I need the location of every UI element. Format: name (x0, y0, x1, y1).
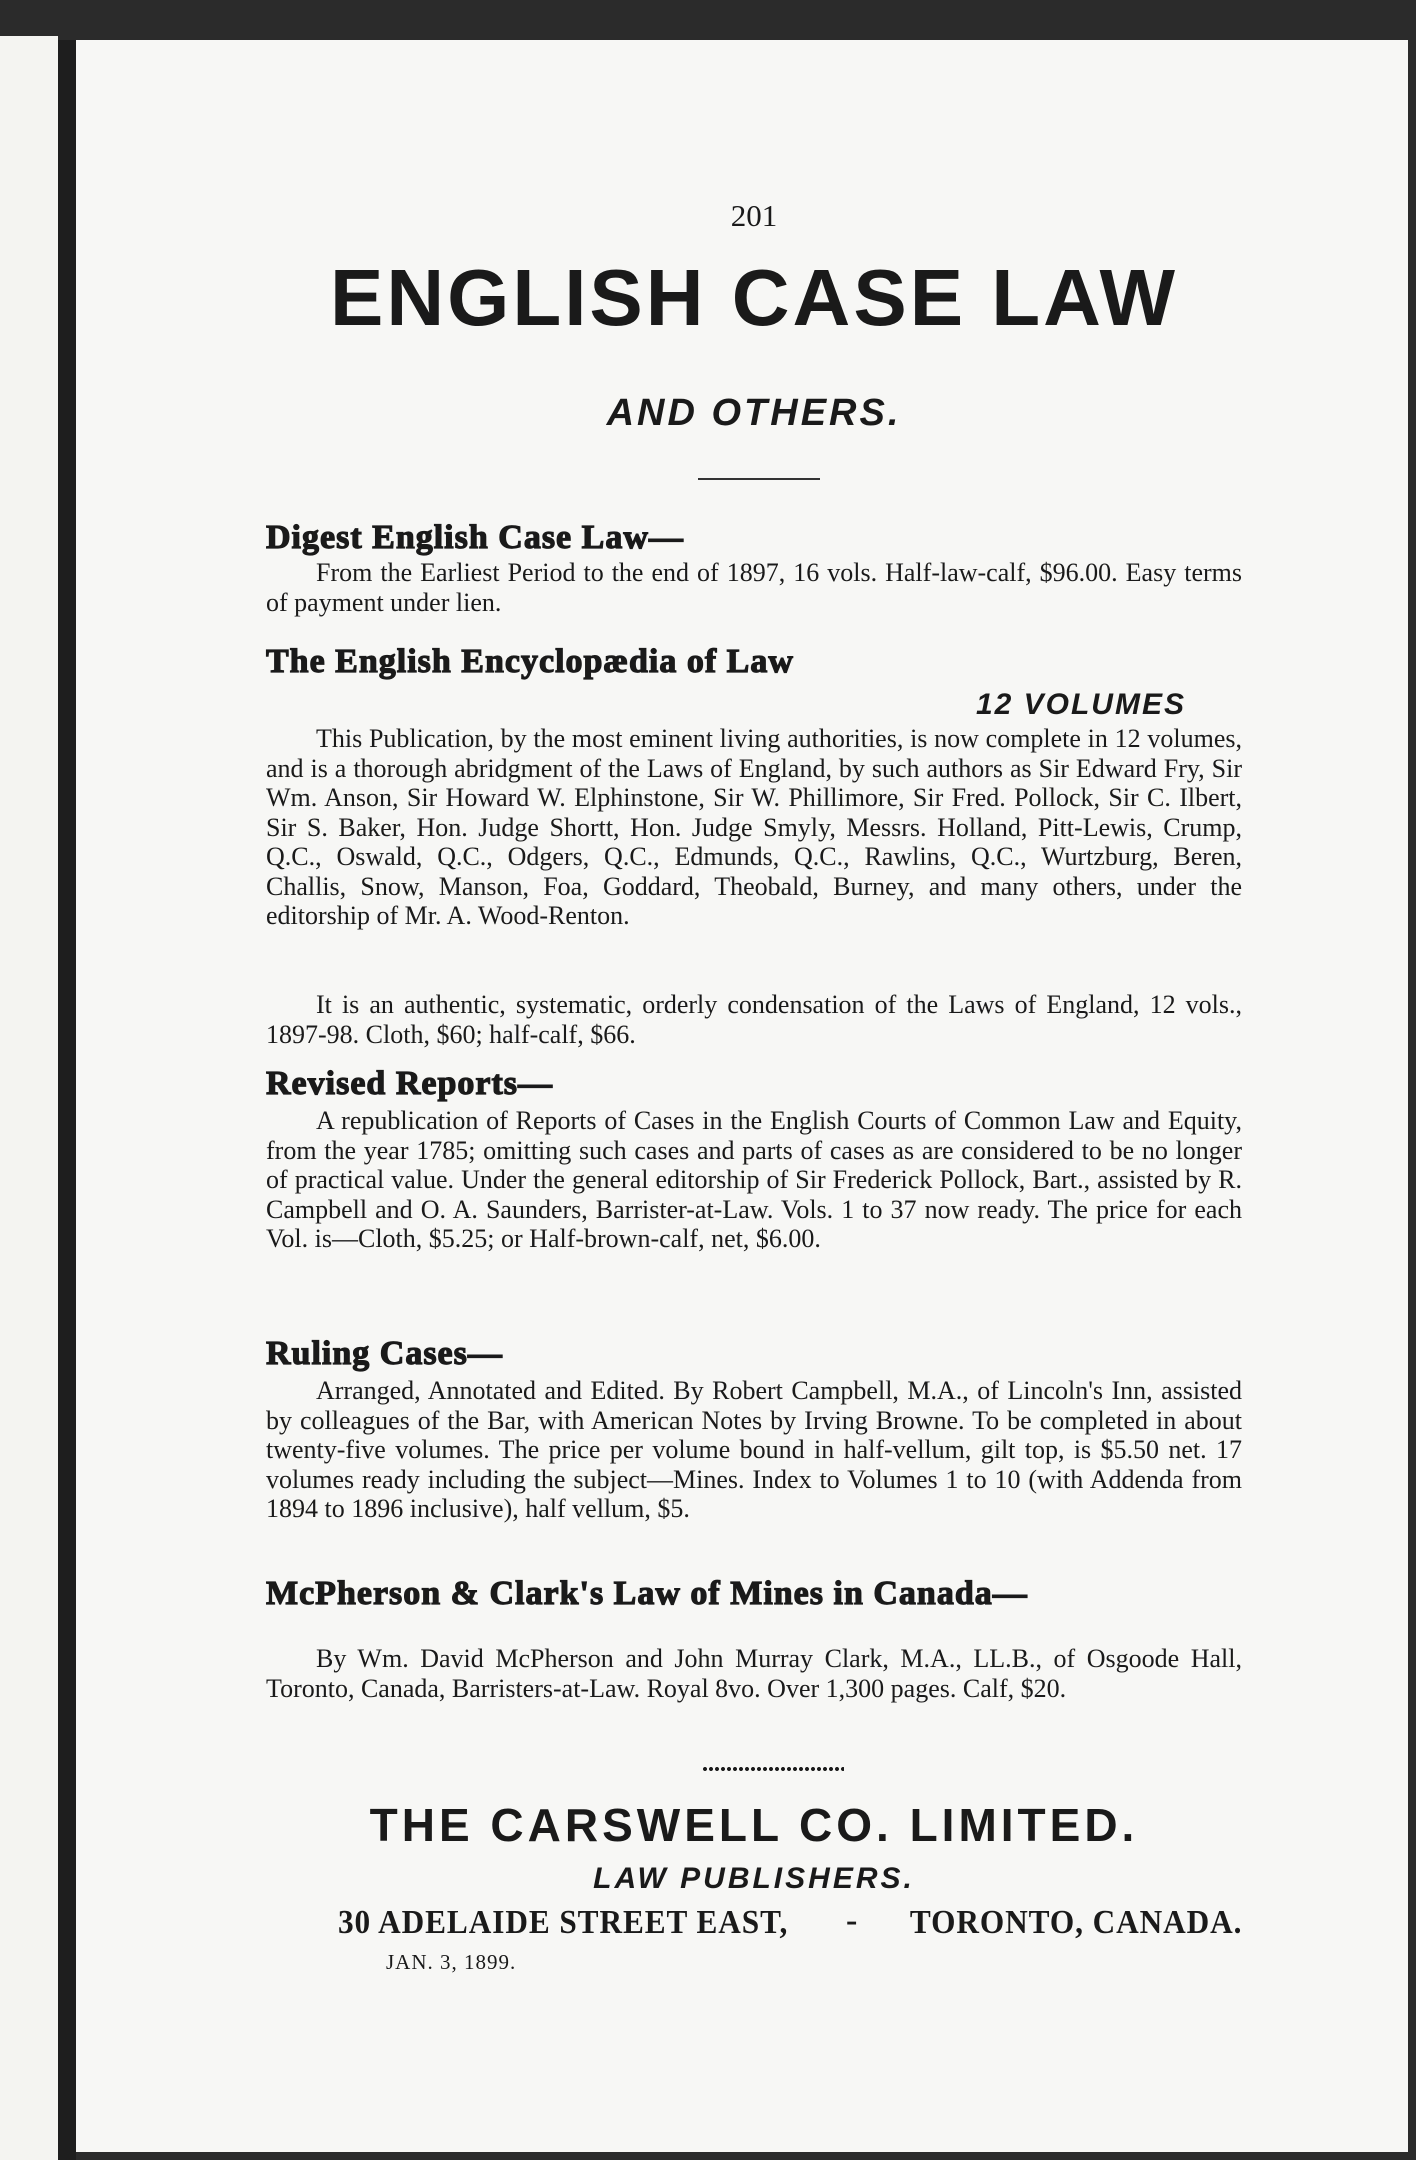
volume-count-label: 12 VOLUMES (975, 688, 1186, 721)
section-paragraph: It is an authentic, systematic, orderly condensation of the Laws of England, 12 vols., 1897-98. Cloth, $60; half-calf, $66. (266, 990, 1242, 1049)
issue-date: JAN. 3, 1899. (386, 1950, 517, 1974)
section-heading: Revised Reports— (266, 1065, 554, 1102)
adjacent-page-edge (0, 36, 58, 2160)
section-paragraph: A republication of Reports of Cases in the English Courts of Common Law and Equity, from the year 1785; omitting such cases and parts of cases as are considered to be no longer of practical value. Under the general editorship of Sir Frederick Pollock, Bart., assisted by R. Campbell and O. A. Saunders, Barrister-at-Law. Vols. 1 to 37 now ready. The price for each Vol. is—Cloth, $5.25; or Half-brown-calf, net, $6.00. (266, 1106, 1242, 1253)
city-address: TORONTO, CANADA. (909, 1904, 1242, 1941)
section-heading: Ruling Cases— (266, 1335, 503, 1372)
title-rule (698, 478, 820, 480)
publisher-name: THE CARSWELL CO. LIMITED. (369, 1799, 1139, 1851)
section-heading: McPherson & Clark's Law of Mines in Canada— (266, 1575, 1028, 1612)
section-heading: Digest English Case Law— (266, 519, 684, 556)
publisher-role: LAW PUBLISHERS. (593, 1862, 915, 1895)
address-separator: - (846, 1902, 858, 1939)
page-number: 201 (730, 198, 778, 233)
document-page (76, 40, 1408, 2152)
section-paragraph: Arranged, Annotated and Edited. By Robert Campbell, M.A., of Lincoln's Inn, assisted by colleagues of the Bar, with American Notes by Irving Browne. To be completed in about twenty-five volumes. The price per volume bound in half-vellum, gilt top, is $5.50 net. 17 volumes ready including the subject—Mines. Index to Volumes 1 to 10 (with Addenda from 1894 to 1896 inclusive), half vellum, $5. (266, 1376, 1242, 1523)
section-heading: The English Encyclopædia of Law (266, 643, 794, 680)
page-title: ENGLISH CASE LAW (329, 253, 1179, 342)
page-subtitle: AND OTHERS. (606, 392, 902, 434)
section-paragraph: This Publication, by the most eminent living authorities, is now complete in 12 volumes, and is a thorough abridgment of the Laws of England, by such authors as Sir Edward Fry, Sir Wm. Anson, Sir Howard W. Elphinstone, Sir W. Phillimore, Sir Fred. Pollock, Sir C. Ilbert, Sir S. Baker, Hon. Judge Shortt, Hon. Judge Smyly, Messrs. Holland, Pitt-Lewis, Crump, Q.C., Oswald, Q.C., Odgers, Q.C., Edmunds, Q.C., Rawlins, Q.C., Wurtzburg, Beren, Challis, Snow, Manson, Foa, Goddard, Theobald, Burney, and many others, under the editorship of Mr. A. Wood-Renton. (266, 724, 1242, 930)
section-paragraph: By Wm. David McPherson and John Murray Clark, M.A., LL.B., of Osgoode Hall, Toronto, Canada, Barristers-at-Law. Royal 8vo. Over 1,300 pages. Calf, $20. (266, 1644, 1242, 1703)
street-address: 30 ADELAIDE STREET EAST, (338, 1904, 789, 1941)
section-paragraph: From the Earliest Period to the end of 1897, 16 vols. Half-law-calf, $96.00. Easy terms of payment under lien. (266, 558, 1242, 617)
book-gutter (58, 40, 76, 2160)
dotted-divider (702, 1766, 844, 1772)
